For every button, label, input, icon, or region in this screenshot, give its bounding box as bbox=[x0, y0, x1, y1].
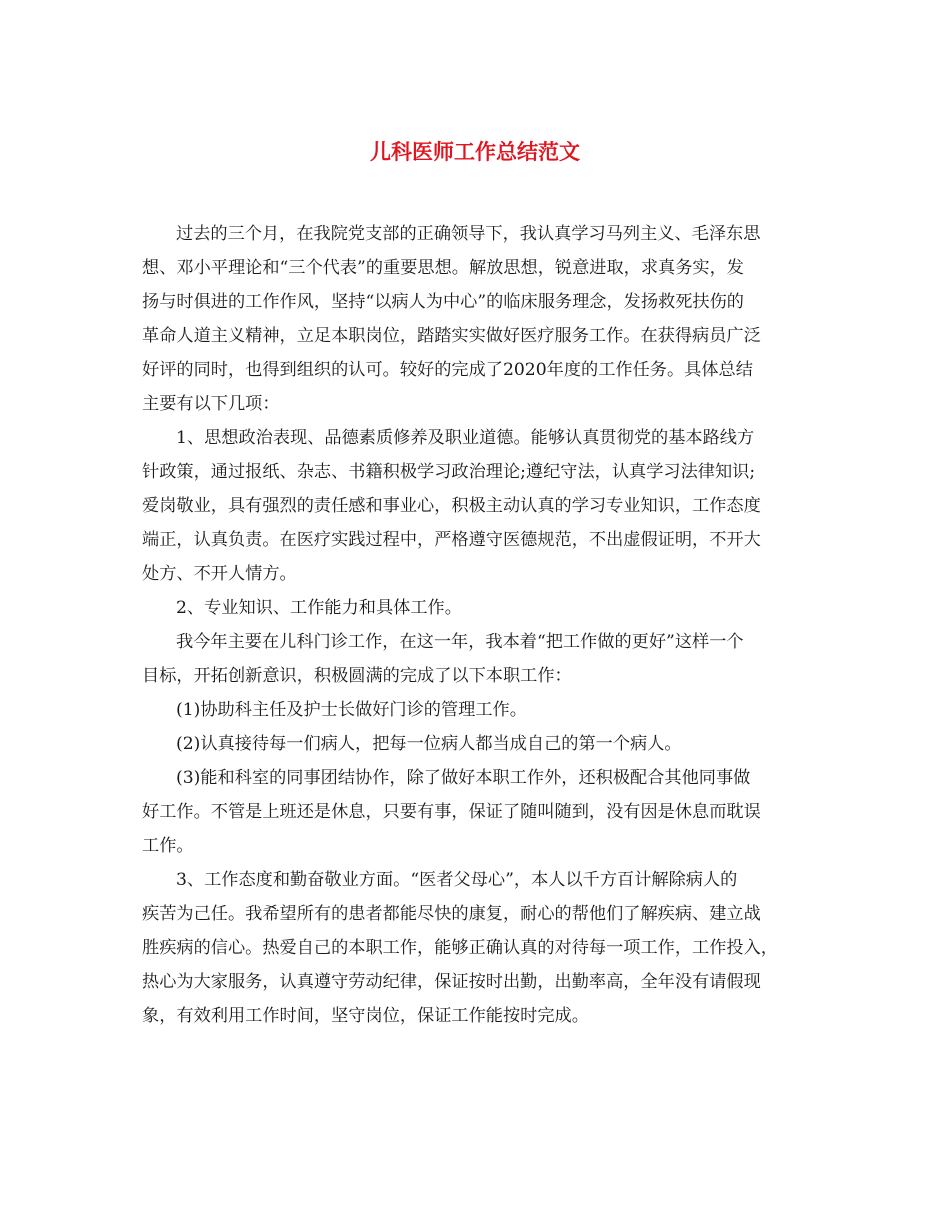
body-line: 2、专业知识、工作能力和具体工作。 bbox=[176, 598, 462, 618]
body-line: 过去的三个月，在我院党支部的正确领导下，我认真学习马列主义、毛泽东思 bbox=[176, 224, 761, 244]
body-line: 热心为大家服务，认真遵守劳动纪律，保证按时出勤，出勤率高，全年没有请假现 bbox=[142, 972, 761, 992]
body-line: 扬与时俱进的工作作风，坚持“以病人为中心”的临床服务理念，发扬救死扶伤的 bbox=[142, 292, 744, 312]
body-line: 端正，认真负责。在医疗实践过程中，严格遵守医德规范，不出虚假证明，不开大 bbox=[142, 530, 761, 550]
body-line: (2)认真接待每一们病人，把每一位病人都当成自己的第一个病人。 bbox=[176, 734, 682, 754]
body-line: 好评的同时，也得到组织的认可。较好的完成了2020年度的工作任务。具体总结 bbox=[142, 360, 753, 380]
body-line: 好工作。不管是上班还是休息，只要有事，保证了随叫随到，没有因是休息而耽误 bbox=[142, 802, 761, 822]
body-line: 3、工作态度和勤奋敬业方面。“医者父母心”，本人以千方百计解除病人的 bbox=[176, 870, 738, 890]
body-line: (1)协助科主任及护士长做好门诊的管理工作。 bbox=[176, 700, 527, 720]
body-line: 爱岗敬业，具有强烈的责任感和事业心，积极主动认真的学习专业知识，工作态度 bbox=[142, 496, 761, 516]
document-title: 儿科医师工作总结范文 bbox=[370, 139, 580, 164]
body-line: 疾苦为己任。我希望所有的患者都能尽快的康复，耐心的帮他们了解疾病、建立战 bbox=[142, 904, 761, 924]
body-line: 主要有以下几项： bbox=[142, 394, 280, 414]
body-line: 象，有效利用工作时间，坚守岗位，保证工作能按时完成。 bbox=[142, 1006, 589, 1026]
body-line: 1、思想政治表现、品德素质修养及职业道德。能够认真贯彻党的基本路线方 bbox=[176, 428, 755, 448]
body-line: 我今年主要在儿科门诊工作，在这一年，我本着“把工作做的更好”这样一个 bbox=[176, 632, 744, 652]
body-line: 针政策，通过报纸、杂志、书籍积极学习政治理论;遵纪守法，认真学习法律知识; bbox=[142, 462, 756, 482]
body-line: 想、邓小平理论和“三个代表”的重要思想。解放思想，锐意进取，求真务实，发 bbox=[142, 258, 744, 278]
body-line: 工作。 bbox=[142, 836, 194, 856]
body-line: 处方、不开人情方。 bbox=[142, 564, 297, 584]
body-line: (3)能和科室的同事团结协作，除了做好本职工作外，还积极配合其他同事做 bbox=[176, 768, 751, 788]
body-line: 胜疾病的信心。热爱自己的本职工作，能够正确认真的对待每一项工作，工作投入， bbox=[142, 938, 778, 958]
body-line: 革命人道主义精神，立足本职岗位，踏踏实实做好医疗服务工作。在获得病员广泛 bbox=[142, 326, 761, 346]
body-line: 目标，开拓创新意识，积极圆满的完成了以下本职工作： bbox=[142, 666, 572, 686]
